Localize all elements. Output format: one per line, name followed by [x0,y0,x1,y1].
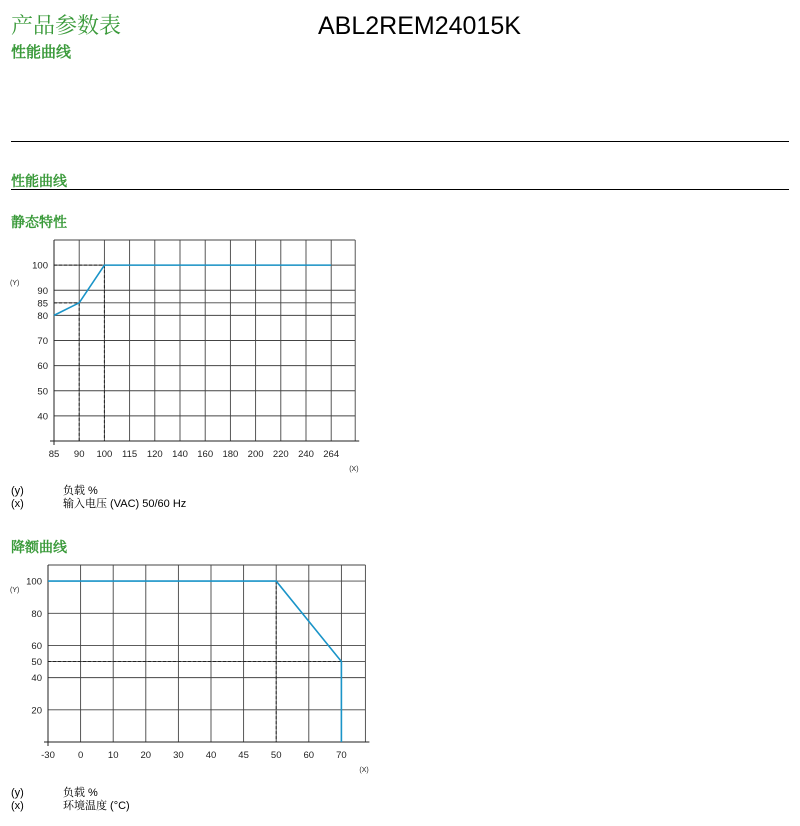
y-axis-marker: (Y) [10,280,20,287]
x-tick-label: 264 [323,449,340,460]
x-tick-label: 115 [122,449,138,460]
x-tick-label: 120 [146,449,163,460]
y-axis-marker: (Y) [10,587,20,594]
x-tick-label: 240 [298,449,314,460]
document-subtitle: 性能曲线 [11,44,72,61]
legend-key: (y) [11,787,24,799]
x-tick-label: 140 [172,449,188,460]
y-tick-label: 80 [37,310,48,322]
legend-row-x [11,800,130,813]
x-tick-label: 60 [303,750,315,761]
x-tick-label: 200 [247,449,264,460]
y-tick-label: 100 [26,576,42,588]
static-characteristics-heading: 静态特性 [11,214,67,230]
x-tick-label: 70 [336,750,347,761]
legend-key: (y) [11,485,24,497]
x-axis-marker: (X) [359,767,369,774]
y-tick-label: 40 [37,411,48,423]
derating-curve-heading: 降额曲线 [11,539,67,555]
x-tick-label: 20 [140,750,152,761]
y-tick-label: 80 [31,608,42,620]
static-characteristics-chart [0,230,380,478]
y-tick-label: 60 [31,640,42,652]
y-tick-label: 60 [37,361,48,373]
y-tick-label: 40 [31,673,42,685]
y-tick-label: 20 [31,705,42,717]
section-heading: 性能曲线 [11,173,67,189]
legend-row-x [11,498,186,511]
y-tick-label: 70 [37,336,48,347]
x-tick-label: 85 [48,449,60,460]
y-tick-label: 90 [37,285,48,297]
static-chart-legend [11,485,186,511]
product-code: ABL2REM24015K [318,12,521,40]
y-tick-label: 50 [31,657,42,669]
document-title: 产品参数表 [11,13,122,38]
x-tick-label: 50 [270,750,282,761]
x-tick-label: 45 [238,750,249,761]
divider [11,141,789,142]
x-tick-label: 90 [73,449,85,460]
legend-label: 负载 % [63,787,98,799]
legend-label: 输入电压 (VAC) 50/60 Hz [63,498,187,510]
legend-label: 环境温度 (°C) [63,800,130,812]
x-tick-label: 10 [107,750,119,761]
legend-key: (x) [11,800,24,812]
x-tick-label: 40 [205,750,217,761]
x-tick-label: 0 [77,750,84,761]
derating-curve-chart [0,555,380,785]
section-divider [11,189,789,190]
y-tick-label: 50 [37,386,48,398]
legend-row-y [11,485,186,498]
y-tick-label: 85 [37,298,48,310]
derating-chart-legend [11,787,130,813]
x-tick-label: 180 [222,449,239,460]
legend-key: (x) [11,498,24,510]
x-tick-label: -30 [41,750,55,761]
legend-label: 负载 % [63,485,98,497]
x-tick-label: 100 [96,449,113,460]
y-tick-label: 100 [32,260,48,272]
x-tick-label: 220 [272,449,289,460]
x-tick-label: 30 [173,750,184,761]
legend-row-y [11,787,130,800]
x-tick-label: 160 [197,449,214,460]
x-axis-marker: (X) [349,466,359,473]
